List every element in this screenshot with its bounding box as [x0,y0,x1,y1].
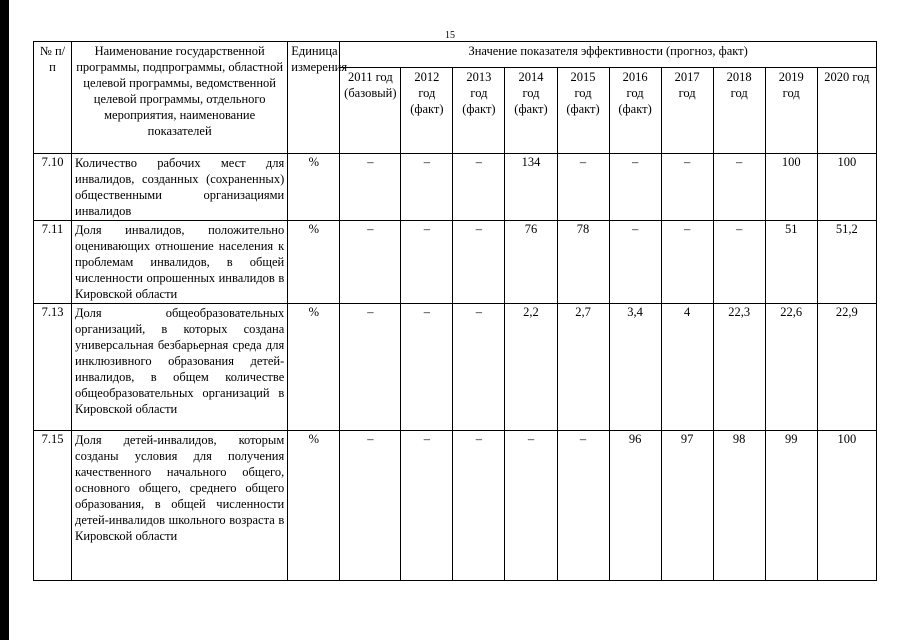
row-value: – [340,431,401,581]
row-value: 97 [661,431,713,581]
row-unit: % [288,431,340,581]
row-unit: % [288,221,340,304]
row-value: – [401,154,453,221]
row-value: 2,7 [557,304,609,431]
row-value: 76 [505,221,557,304]
header-year: 2015 год (факт) [557,68,609,154]
row-value: 22,6 [765,304,817,431]
row-value: – [340,154,401,221]
row-number: 7.10 [34,154,72,221]
table-row [34,304,877,431]
row-value: – [453,221,505,304]
row-value: 3,4 [609,304,661,431]
row-value: 100 [817,431,876,581]
row-value: – [505,431,557,581]
row-value: 22,9 [817,304,876,431]
row-value: – [401,304,453,431]
row-value: 98 [713,431,765,581]
row-value: 4 [661,304,713,431]
row-name: Доля инвалидов, положительно оценивающих отношение населения к проблемам инвалидов, в общей численности опрошенных инвалидов в Кировской области [72,221,288,304]
row-value: – [453,154,505,221]
page-number: 15 [445,30,455,41]
row-value: – [340,221,401,304]
row-value: – [713,154,765,221]
row-unit: % [288,304,340,431]
header-year: 2019 год [765,68,817,154]
table-row [34,221,877,304]
row-value: – [401,431,453,581]
row-value: 100 [817,154,876,221]
row-name: Доля общеобразовательных организаций, в которых создана универсальная безбарьерная среда для инклюзивного образования детей-инвалидов, в общем количестве общеобразовательных организаций в Кировской области [72,304,288,431]
row-value: 51,2 [817,221,876,304]
row-value: – [661,154,713,221]
row-value: 78 [557,221,609,304]
row-value: 51 [765,221,817,304]
row-value: – [340,304,401,431]
header-year: 2016 год (факт) [609,68,661,154]
header-year: 2020 год [817,68,876,154]
row-value: – [609,154,661,221]
row-value: 134 [505,154,557,221]
row-name: Доля детей-инвалидов, которым созданы условия для получения качественного начального общего, основного общего, среднего общего образования, в общей численности детей-инвалидов школьного возраста в Кировской области [72,431,288,581]
header-year: 2011 год (базовый) [340,68,401,154]
row-value: – [453,304,505,431]
row-value: – [557,154,609,221]
header-year: 2017 год [661,68,713,154]
header-year: 2014 год (факт) [505,68,557,154]
scan-edge-bar [0,0,9,640]
header-values-group: Значение показателя эффективности (прогноз, факт) [340,42,877,68]
row-value: – [401,221,453,304]
row-value: – [557,431,609,581]
row-number: 7.13 [34,304,72,431]
row-value: – [713,221,765,304]
row-value: 100 [765,154,817,221]
row-value: 2,2 [505,304,557,431]
row-value: – [453,431,505,581]
header-name: Наименование государственной программы, подпрограммы, областной целевой программы, ведомственной целевой программы, отдельного мероприятия, наименование показателей [72,42,288,154]
row-value: – [609,221,661,304]
row-number: 7.11 [34,221,72,304]
header-year: 2012 год (факт) [401,68,453,154]
row-value: – [661,221,713,304]
row-value: 22,3 [713,304,765,431]
table-row [34,154,877,221]
header-unit: Единица измерения [288,42,340,154]
indicators-table [33,41,877,581]
row-name: Количество рабочих мест для инвалидов, созданных (сохраненных) общественными организациями инвалидов [72,154,288,221]
row-value: 99 [765,431,817,581]
row-number: 7.15 [34,431,72,581]
row-value: 96 [609,431,661,581]
table-row [34,431,877,581]
row-unit: % [288,154,340,221]
header-year: 2018 год [713,68,765,154]
header-no: № п/п [34,42,72,154]
header-year: 2013 год (факт) [453,68,505,154]
